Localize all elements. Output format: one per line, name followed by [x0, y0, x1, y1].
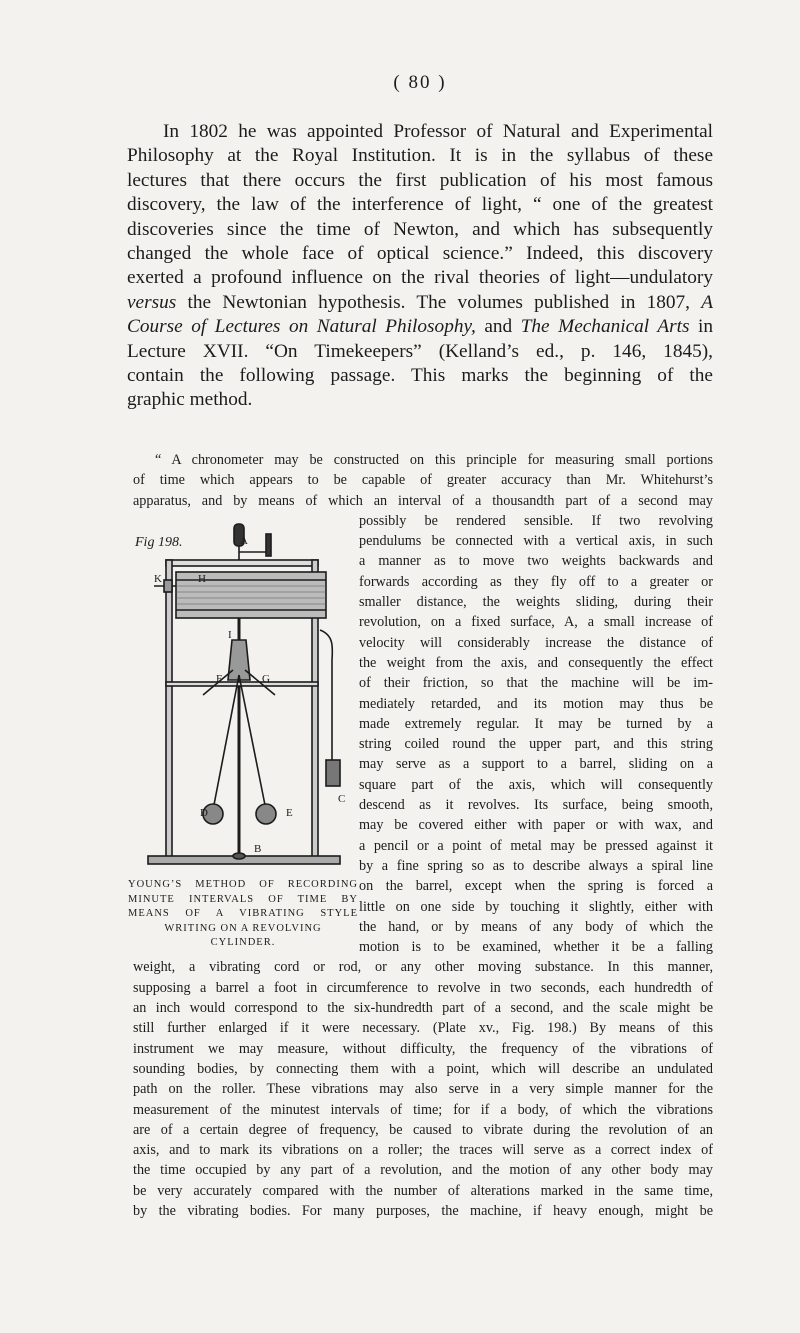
- quote-line: on the barrel, except when the spring is forced a: [359, 878, 713, 895]
- quote-line: axis, and to mark its vibrations on a roller; the traces will serve as a correct index of: [133, 1142, 713, 1159]
- chronometer-illustration: [128, 520, 363, 880]
- quote-line: a pencil or a point of metal may be pressed against it: [359, 837, 713, 854]
- quote-line: mediately retarded, and its motion may thus be: [359, 695, 713, 712]
- page-number: ( 80 ): [393, 72, 447, 93]
- label-e: E: [286, 807, 293, 819]
- quote-line: weight, a vibrating cord or rod, or any other moving substance. In this manner,: [133, 959, 713, 976]
- quote-line: pendulums be connected with a vertical axis, in such: [359, 533, 713, 550]
- figure-caption: [128, 878, 358, 951]
- text-line: graphic method.: [127, 389, 253, 411]
- quote-line: square part of the axis, which will consequently: [359, 776, 713, 793]
- quote-line: path on the roller. These vibrations may also serve in a very simple manner for the: [133, 1081, 713, 1098]
- quote-line: still further enlarged if it were necessary. (Plate xv., Fig. 198.) By means of this: [133, 1020, 713, 1037]
- quote-line: may be covered either with paper or with wax, and: [359, 817, 713, 834]
- text-line: Course of Lectures on Natural Philosophy, and The Mechanical Arts in: [127, 316, 713, 338]
- quote-line: by the vibrating bodies. For many purposes, the machine, if heavy enough, might be: [133, 1202, 713, 1219]
- quote-line: measurement of the minutest intervals of time; for if a body, of which the vibrations: [133, 1101, 713, 1118]
- caption-line: MEANS OF A VIBRATING STYLE: [128, 908, 358, 919]
- quote-line: an inch would correspond to the six-hundredth part of a second, and the scale might be: [133, 1000, 713, 1017]
- quote-line: “ A chronometer may be constructed on this principle for measuring small portions: [155, 452, 713, 468]
- quote-line: the time occupied by any part of a revolution, and the motion of any other body may: [133, 1162, 713, 1179]
- quote-line: by a fine spring so as to describe always a spiral line: [359, 857, 713, 874]
- quote-line: of their friction, so that the machine will be im-: [359, 675, 713, 692]
- quote-line: descend as it revolves. Its surface, being smooth,: [359, 797, 713, 814]
- caption-line: CYLINDER.: [210, 937, 276, 948]
- text-line: discovery, the law of the interference of light, “ one of the greatest: [127, 194, 713, 216]
- label-a: A: [240, 535, 248, 547]
- text-line: In 1802 he was appointed Professor of Natural and Experimental: [163, 121, 713, 142]
- main-paragraph: [127, 120, 713, 413]
- text-line: Lecture XVII. “On Timekeepers” (Kelland’s ed., p. 146, 1845),: [127, 340, 713, 362]
- quote-line: the weight from the axis, and consequently the effect: [359, 654, 713, 671]
- label-h: H: [198, 573, 206, 585]
- quote-line: instrument we may measure, without difficulty, the frequency of the vibrations of: [133, 1040, 713, 1057]
- quote-line: may serve as a support to a barrel, sliding on a: [359, 756, 713, 773]
- quote-line: smaller distance, the weights sliding, during their: [359, 594, 713, 611]
- text-line: contain the following passage. This marks the beginning of the: [127, 365, 713, 387]
- quote-line: forwards according as they fly off to a greater or: [359, 573, 713, 590]
- label-k: K: [154, 573, 162, 585]
- caption-line: WRITING ON A REVOLVING: [164, 922, 322, 934]
- text-line: discoveries since the time of Newton, and which has subsequently: [127, 218, 713, 240]
- text-line: lectures that there occurs the first publication of his most famous: [127, 169, 713, 191]
- text-line: changed the whole face of optical science.” Indeed, this discovery: [127, 243, 713, 265]
- quote-line: made extremely regular. It may be turned by a: [359, 715, 713, 732]
- text-line: versus the Newtonian hypothesis. The volumes published in 1807, A: [127, 291, 713, 313]
- quote-line: are of a certain degree of frequency, be caused to vibrate during the revolution of an: [133, 1121, 713, 1138]
- quote-line: possibly be rendered sensible. If two revolving: [359, 512, 713, 529]
- caption-line: YOUNG’S METHOD OF RECORDING: [128, 879, 358, 890]
- quote-line: motion is to be examined, whether it be a falling: [359, 939, 713, 956]
- label-c: C: [338, 793, 346, 805]
- quote-line: supposing a barrel a foot in circumference to revolve in two seconds, each hundredth of: [133, 979, 713, 996]
- quote-line: of time which appears to be capable of greater accuracy than Mr. Whitehurst’s: [133, 472, 713, 489]
- text-line: exerted a profound influence on the rival theories of light—undulatory: [127, 267, 713, 289]
- figure-label: Fig 198.: [135, 535, 183, 550]
- label-f: F: [216, 673, 223, 685]
- label-g: G: [262, 673, 270, 685]
- text-line: Philosophy at the Royal Institution. It is in the syllabus of these: [127, 145, 713, 167]
- quote-line: little on one side by touching it slightly, either with: [359, 898, 713, 915]
- quote-line: velocity will considerably increase the distance of: [359, 634, 713, 651]
- quote-line: revolution, on a fixed surface, A, a small increase of: [359, 614, 713, 631]
- caption-line: MINUTE INTERVALS OF TIME BY: [128, 893, 358, 905]
- quote-line: be very accurately compared with the number of alterations marked in the same time,: [133, 1182, 713, 1199]
- label-d: D: [200, 807, 208, 819]
- quote-line: the hand, or by means of any body of which the: [359, 918, 713, 935]
- label-i: I: [228, 629, 232, 641]
- figure-198-chronometer: [128, 520, 363, 880]
- quote-line: string coiled round the upper part, and this string: [359, 736, 713, 753]
- quote-line: sounding bodies, by connecting them with a point, which will describe an undulated: [133, 1060, 713, 1077]
- label-b: B: [254, 843, 262, 855]
- quote-line: a manner as to move two weights backwards and: [359, 553, 713, 570]
- quote-line: apparatus, and by means of which an interval of a thousandth part of a second may: [133, 492, 713, 509]
